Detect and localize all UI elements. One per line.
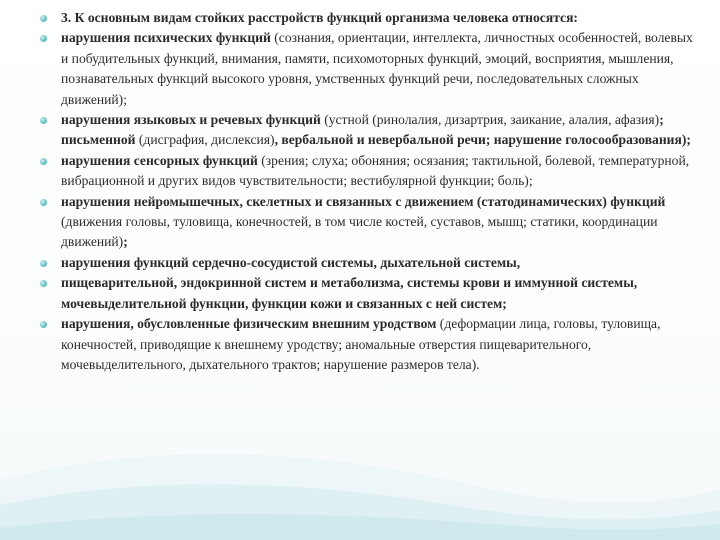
- bullet-icon: [40, 35, 47, 42]
- bullet-icon: [40, 158, 47, 165]
- bold-text: нарушения сенсорных функций: [61, 152, 258, 168]
- bold-text: пищеварительной, эндокринной систем и метаболизма, системы крови и иммунной системы, мочевыделительной функции, функции кожи и связанных с ней систем;: [61, 275, 638, 311]
- list-item: [10, 8, 700, 28]
- list-item: [10, 110, 700, 151]
- bold-text: нарушения языковых и речевых функций: [61, 112, 321, 128]
- list-item: [10, 151, 700, 192]
- list-item: [10, 253, 700, 273]
- bold-text: ;: [123, 234, 128, 250]
- bullet-icon: [40, 15, 47, 22]
- item-text: (движения головы, туловища, конечностей, в том числе костей, суставов, мышц; статики, координации движений): [61, 214, 658, 250]
- bold-text: нарушения психических функций: [61, 30, 271, 46]
- list-item: [10, 28, 700, 110]
- bullet-icon: [40, 260, 47, 267]
- bullet-icon: [40, 117, 47, 124]
- bold-text: нарушения, обусловленные физическим внешним уродством: [61, 316, 437, 332]
- bold-text: нарушения нейромышечных, скелетных и связанных с движением (статодинамических) функций: [61, 193, 666, 209]
- item-text: (деформации лица, головы, туловища, конечностей, приводящие к внешнему уродству; аномальные отверстия пищеварительного, мочевыделительного, дыхательного трактов; нарушение размеров тела).: [61, 316, 661, 372]
- bold-text: ; письменной: [61, 112, 664, 148]
- list-item: [10, 273, 700, 314]
- item-text: (дисграфия, дислексия): [135, 132, 275, 148]
- item-text: (сознания, ориентации, интеллекта, личностных особенностей, волевых и побудительных функций, внимания, памяти, психомоторных функций, эмоций, восприятия, мышления, познавательных функций высокого уровня, умственных функций речи, последовательных сложных движений);: [61, 30, 693, 107]
- bold-text: нарушения функций сердечно-сосудистой системы, дыхательной системы,: [61, 254, 521, 270]
- bullet-icon: [40, 321, 47, 328]
- bold-text: , вербальной и невербальной речи; нарушение голосообразования);: [274, 132, 691, 148]
- bullet-list: [10, 8, 700, 375]
- decorative-wave: [0, 410, 720, 540]
- bold-text: 3. К основным видам стойких расстройств функций организма человека относятся:: [61, 10, 578, 25]
- list-item: [10, 192, 700, 253]
- item-text: (зрения; слуха; обоняния; осязания; тактильной, болевой, температурной, вибрационной и других видов чувствительности; вестибулярной функции; боль);: [61, 152, 690, 189]
- bullet-icon: [40, 199, 47, 206]
- item-text: (устной (ринолалия, дизартрия, заикание, алалия, афазия): [320, 112, 660, 128]
- list-item: [10, 314, 700, 375]
- bullet-icon: [40, 280, 47, 287]
